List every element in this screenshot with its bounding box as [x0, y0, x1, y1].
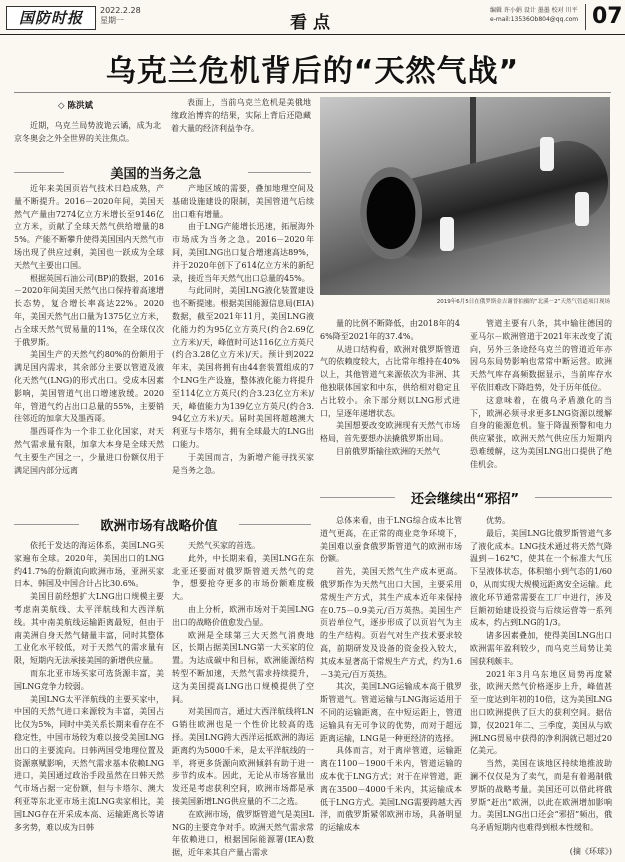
s1-para: 这意味着，在俄乌矛盾激化的当下，欧洲必须寻求更多LNG资源以缓解自身的能源危机。鉴于降温预警和电力供应紧张，欧洲天然气供应压力短期内恐难缓解，这为美国LNG出口提供了绝佳机会。 — [470, 395, 612, 468]
email-text: e-mail:13536Ob804@qq.com — [490, 16, 579, 23]
s1-column-3 — [320, 318, 460, 468]
s1-para: 美国生产的天然气约80%的份额用于满足国内需求，其余部分主要以管道及液化天然气(LNG)的形式出口。受成本因素影响，美国管道气出口增速放缓。2020年，管道气约占出口总量的55%，主要销往邻近的加拿大及墨西哥。 — [14, 350, 164, 424]
date-text: 2022.2.28 — [100, 6, 141, 15]
s2-para: 此外，中长期来看，美国LNG在东北亚还要面对俄罗斯管道天然气的竞争，想要抢夺更多的市场份额难度极大。 — [172, 553, 314, 602]
s3-column-1 — [320, 515, 462, 858]
s1-para: 从进口结构看，欧洲对俄罗斯管道气的依赖度较大，占比常年维持在40%以上，其他管道气来源依次为非洲、其他独联体国家和中东，供给相对稳定且占比较小。余下部分则以LNG形式进口，呈逐年递增状态。 — [320, 344, 460, 418]
pipeline-construction-photo — [320, 97, 610, 295]
s3-para: 诸多因素叠加，使得美国LNG出口欧洲需年盈利较少，而乌克兰局势让美国获利颇丰。 — [470, 631, 612, 666]
section-1-rule-left — [14, 172, 64, 173]
s1-para: 管道主要有八条，其中输往德国的亚马尔－欧洲管道于2021年末改变了流向，另外三条途经乌克兰的管道近年亦因乌东局势影响也常常中断运营。欧洲天然气库存高频数据显示，当前库存水平依旧难改下降趋势，处于历年低位。 — [470, 319, 612, 392]
s1-para: 目前俄罗斯输往欧洲的天然气 — [336, 446, 440, 456]
s3-para: 总体来看，由于LNG综合成本比管道气更高，在正常的商业竞争环境下，美国难以蚕食俄罗斯管道气的欧洲市场份额。 — [320, 516, 462, 564]
s2-para: 美国目前经想扩大LNG出口规模主要考虑南美航线、太平洋航线和大西洋航线。其中南美航线运输距离最短，但由于南美洲自身天然气储量丰富，同时其整体工业化水平较低，对于天然气的需求量有限，短期内无法承接美国的新增供应量。 — [14, 592, 164, 666]
s3-para: 优势。 — [486, 516, 510, 525]
weekday-text: 星期一 — [100, 16, 124, 25]
s1-para: 墨西哥作为一个非工业化国家，对天然气需求量有限，加拿大本身是全球天然气主要生产国之一，少量进口份额仅用于满足国内部分远离 — [14, 427, 164, 475]
section-3-rule-right — [535, 497, 612, 498]
worker-figure — [575, 192, 589, 226]
intro-col-2 — [171, 97, 311, 151]
s1-para: 于美国而言，为新增产能寻找买家是当务之急。 — [172, 452, 314, 475]
s1-para: 近年来美国页岩气技术日趋成熟，产量不断提升。2016－2020年间，美国天然气产量由7274亿立方米增长至9146亿立方米，贡献了全球天然气供给增量的85%。产能不断攀升使得美国国内天然气市场出现了供应过剩，美国也一跃成为全球天然气主要出口国。 — [14, 184, 164, 270]
s3-para: 首先，美国天然气生产成本更高。俄罗斯作为天然气出口大国，主要采用常规生产方式，其生产成本近年来保持在0.75－0.9美元/百万英热。美国生产页岩单位气，逐步形成了以页岩气为主的生产结构。页岩气对生产技术要求较高，前期研发及设备的资金投入较大，其成本显著高于常规生产方式，约为1.6－3美元/百万英热。 — [320, 567, 462, 679]
s1-column-4 — [470, 318, 612, 468]
section-2-rule-right — [239, 524, 311, 525]
s1-para: 量的比例不断降低，由2018年的46%降至2021年的37.4%。 — [320, 319, 460, 341]
issue-date — [100, 6, 141, 26]
s3-para: 其次，美国LNG运输成本高于俄罗斯管道气。管道运输与LNG海运适用于不同的运输距离，在中短运距上，管道运输具有无可争议的优势，而对于超远距离运输，LNG是一种更经济的选择。 — [320, 682, 462, 743]
s1-para: 根据英国石油公司(BP)的数据，2016－2020年间美国天然气出口保持着高速增长态势，复合增长率高达22%。2020年，美国天然气出口量为1375亿立方米，占全球天然气贸易量的11%，在全球仅次于俄罗斯。 — [14, 273, 164, 347]
photo-caption: 2019年6月5日在俄罗斯金吉谢普拍摄的“北溪－2”天然气管道项目现场 — [436, 299, 610, 305]
masthead — [0, 0, 625, 35]
s2-para: 在欧洲市场，俄罗斯管道气是美国LNG的主要竞争对手。欧洲天然气需求常年依赖进口，根据国际能源署(IEA)数据，近年来其自产量占需求 — [172, 809, 314, 858]
newspaper-logo: 国防时报 — [6, 6, 96, 30]
s1-para: 产地区域的需要，叠加地理空间及基础设施建设的限制，美国管道气后续出口难有增量。 — [172, 184, 314, 219]
s3-para: 最后，美国LNG比俄罗斯管道气多了液化成本。LNG技术通过将天然气降温到－162℃，使其在一个标准大气压下呈液体状态，体积缩小到气态的1/600，从而实现大规模远距离安全运输。此液化环节通常需要在工厂中进行，涉及巨额初始建设投资与后续运营等一系列成本，约占到LNG的1/3。 — [470, 528, 612, 628]
s2-para: 依托于发达的海运体系，美国LNG买家遍布全球。2020年，美国出口的LNG约41.7%的份额流向欧洲市场，亚洲买家日本、韩国及中国合计占比30.6%。 — [14, 541, 164, 589]
section-2-title: 欧洲市场有战略价值 — [100, 519, 218, 534]
editor-credits — [490, 6, 586, 24]
section-1-rule-right — [248, 172, 311, 173]
editors-text: 编辑 许小娟 设计 墨墨 校对 川平 — [490, 7, 578, 14]
intro-para-2: 表面上，当前乌克兰危机是美俄地缘政治博弈的结果，实际上背后还隐藏着大量的经济利益争夺。 — [171, 98, 311, 133]
intro-col-1 — [14, 120, 161, 160]
s2-para: 美国LNG太平洋航线的主要买家中，中国的天然气进口来源较为丰富，美国占比仅为5%，同时中美关系长期来看存在不稳定性，中国市场较为难以接受美国LNG出口的主要流向。日韩两国受地理位置及资源禀赋影响，天然气需求基本依赖LNG进口，美国通过政治手段虽然在日韩天然气市场占据一定份额，但与卡塔尔、澳大利亚等东北亚市场主流LNG卖家相比，美国LNG存在开采成本高、运输距离长等诸多劣势，难以成为日韩 — [14, 694, 164, 832]
s3-column-2 — [470, 515, 612, 845]
intro-para-1: 近期，乌克兰局势波诡云谲，成为北京冬奥会之外全世界的关注焦点。 — [14, 121, 161, 143]
section-3-rule-left — [320, 497, 395, 498]
s2-column-2 — [172, 540, 314, 858]
s2-para: 天然气买家的首选。 — [188, 541, 260, 550]
s3-para: 2021年3月乌东地区局势再度紧张，欧洲天然气价格逐步上升，峰值甚至一度达到年初的10倍，这为美国LNG出口欧洲提供了巨大的获利空间。据估算，仅2021年二、三季度，美国从与欧洲LNG贸易中获得的净利润就已超过20亿美元。 — [470, 669, 612, 756]
byline: ◇ 陈洪斌 — [58, 101, 93, 111]
headline-divider — [14, 92, 611, 93]
s2-para: 对美国而言，通过大西洋航线将LNG销往欧洲也是一个性价比较高的选择。美国LNG跨大西洋运抵欧洲的海运距离约为5000千米，是太平洋航线的一半，将更多货源向欧洲倾斜有助于进一步节约成本。因此，无论从市场容量出发还是考虑获利空间，欧洲市场都是承接美国新增LNG供应量的不二之选。 — [172, 707, 314, 806]
s2-column-1 — [14, 540, 164, 858]
source-credit: (摘《环球》) — [569, 847, 612, 856]
s1-column-2 — [172, 183, 314, 503]
s1-para: 美国想要改变欧洲现有天然气市场格局，首先要想办法撬俄罗斯出局。 — [320, 421, 460, 444]
worker-figure — [540, 137, 554, 171]
pipe-opening — [360, 167, 422, 259]
s2-para: 欧洲是全球第三大天然气消费地区，长期占据美国LNG第一大买家的位置。为达成碳中和目标，欧洲能源结构转型不断加速，天然气需求持续提升，这为美国提高LNG出口规模提供了空间。 — [172, 630, 314, 704]
worker-figure — [440, 217, 454, 251]
s3-para: 具体而言，对于离岸管道，运输距离在1100－1900千米内，管道运输的成本优于LNG方式；对于在岸管道，距离在3500－4000千米内，其运输成本低于LNG方式。美国LNG需要跨越大西洋，而俄罗斯紧邻欧洲市场，具备明显的运输成本 — [320, 746, 462, 833]
s1-para: 与此同时，美国LNG液化装置建设也不断提速。根据美国能源信息局(EIA)数据，截至2021年11月，美国LNG液化能力约为95亿立方英尺(约合2.69亿立方米)/天，峰值时可达116亿立方英尺(约合3.28亿立方米)/天。预计到2022年末，美国将拥有由44套装置组成的7个LNG生产设施，整体液化能力将提升至114亿立方英尺(约合3.23亿立方米)/天，峰值能力为139亿立方英尺(约合3.94亿立方米)/天。届时美国将超越澳大利亚与卡塔尔，拥有全球最大的LNG出口能力。 — [172, 286, 314, 449]
s2-para: 由上分析，欧洲市场对于美国LNG出口的战略价值愈发凸显。 — [172, 604, 314, 627]
s3-para: 当然，美国在该地区持续地推波助澜不仅仅是为了卖气，而是有着遏制俄罗斯的战略考量。美国还可以借此将俄罗斯“赶出”欧洲，以此在欧洲增加影响力。美国LNG出口还会“邪招”频出，俄乌矛盾短期内也难得到根本性缓和。 — [470, 759, 612, 833]
section-1-title: 美国的当务之急 — [110, 167, 202, 182]
s1-column-1 — [14, 183, 164, 503]
section-3-title: 还会继续出“邪招” — [410, 492, 520, 507]
section-name: 看点 — [290, 13, 336, 33]
s1-para: 由于LNG产能增长迅速，拓展海外市场成为当务之急。2016－2020年间，美国LNG出口复合增速高达89%，并于2020年创下了614亿立方米的新纪录，接近当年天然气出口总量的45%。 — [172, 222, 314, 283]
s2-para: 而东北亚市场买家可选货源丰富，美国LNG竞争力较弱。 — [14, 668, 164, 691]
page-number: 07 — [585, 4, 623, 30]
section-2-rule-left — [14, 524, 79, 525]
page-headline: 乌克兰危机背后的“天然气战” — [105, 54, 520, 89]
